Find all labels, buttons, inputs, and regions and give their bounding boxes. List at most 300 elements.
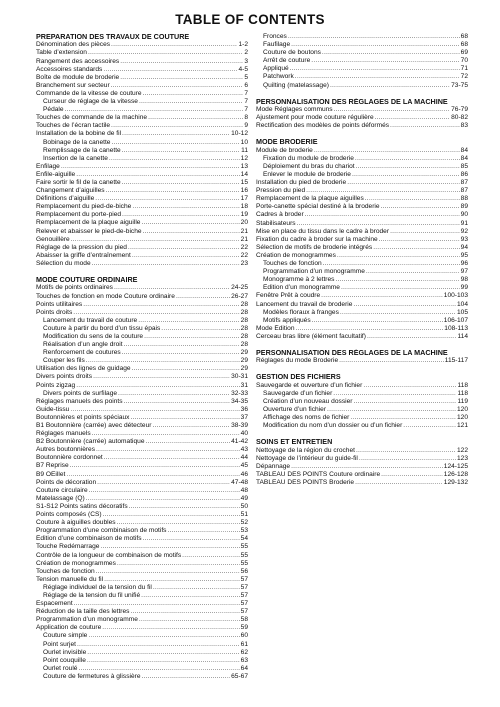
page-number: 57: [240, 591, 248, 599]
entry-label: Arrêt de couture: [263, 57, 311, 65]
page-number: 93: [460, 235, 468, 243]
entry-label: Remplacement de la plaque aiguille: [36, 219, 141, 227]
toc-entry[interactable]: [36, 74, 248, 82]
toc-subentry[interactable]: [256, 309, 468, 317]
page-number: 5: [244, 73, 248, 81]
page-number: 89: [460, 203, 468, 211]
toc-entry[interactable]: [36, 41, 248, 49]
page-number: 87: [460, 179, 468, 187]
toc-entry[interactable]: [256, 236, 468, 244]
page-number: 95: [460, 251, 468, 259]
dot-leader: [148, 114, 243, 122]
dot-leader: [97, 479, 230, 487]
dot-leader: [92, 260, 240, 268]
dot-leader: [73, 309, 239, 317]
toc-entry[interactable]: [36, 552, 248, 560]
entry-label: Branchement sur secteur: [36, 81, 110, 89]
page-number: 1-2: [238, 41, 248, 49]
entry-label: Module de broderie: [256, 146, 313, 154]
page-number: 83: [460, 122, 468, 130]
entry-label: Divers points de surfilage: [43, 389, 118, 397]
entry-label: Application de couture: [36, 624, 102, 632]
toc-entry[interactable]: [36, 179, 248, 187]
toc-entry[interactable]: [36, 568, 248, 576]
page-number: 71: [460, 65, 468, 73]
dot-leader: [167, 527, 239, 535]
page-number: 10-12: [231, 130, 248, 138]
toc-entry[interactable]: [36, 414, 248, 422]
entry-label: Matelassage (Q): [36, 494, 85, 502]
entry-label: Couture de fermetures à glissière: [43, 672, 141, 680]
toc-entry[interactable]: [36, 66, 248, 74]
entry-label: Points composés (CS): [36, 511, 102, 519]
page-number: 8: [244, 114, 248, 122]
entry-label: Sélection de motifs de broderie intégrés: [256, 243, 373, 251]
toc-entry[interactable]: [36, 519, 248, 527]
toc-entry[interactable]: [36, 576, 248, 584]
toc-subentry[interactable]: [36, 632, 248, 640]
toc-entry[interactable]: [36, 211, 248, 219]
toc-subentry[interactable]: [36, 325, 248, 333]
page-number: 7: [244, 106, 248, 114]
toc-entry[interactable]: [36, 252, 248, 260]
toc-entry[interactable]: [36, 82, 248, 90]
page-number: 48: [240, 486, 248, 494]
page-number: 69: [460, 49, 468, 57]
entry-label: Réglage individuel de la tension du fil: [43, 583, 152, 591]
toc-subentry[interactable]: [36, 106, 248, 114]
toc-subentry[interactable]: [256, 49, 468, 57]
dot-leader: [92, 430, 240, 438]
toc-subentry[interactable]: [256, 268, 468, 276]
toc-entry[interactable]: [256, 479, 468, 487]
toc-subentry[interactable]: [256, 171, 468, 179]
toc-entry[interactable]: [36, 293, 248, 301]
toc-entry[interactable]: [36, 301, 248, 309]
toc-entry[interactable]: [36, 511, 248, 519]
page-number: 54: [240, 535, 248, 543]
dot-leader: [334, 106, 451, 114]
entry-label: Touches de fonction en mode Couture ordinaire: [36, 292, 175, 300]
toc-entry[interactable]: [36, 446, 248, 454]
toc-entry[interactable]: [36, 236, 248, 244]
toc-entry[interactable]: [256, 325, 468, 333]
entry-label: Rangement des accessoires: [36, 57, 120, 65]
dot-leader: [141, 219, 239, 227]
toc-entry[interactable]: [36, 260, 248, 268]
entry-label: Patchwork: [263, 73, 294, 81]
toc-entry[interactable]: [256, 179, 468, 187]
dot-leader: [327, 406, 456, 414]
toc-subentry[interactable]: [36, 317, 248, 325]
toc-entry[interactable]: [36, 195, 248, 203]
page-number: 22: [240, 251, 248, 259]
page-number: 84: [460, 146, 468, 154]
toc-right-column: [256, 33, 468, 487]
dot-leader: [130, 608, 239, 616]
toc-subentry[interactable]: [256, 390, 468, 398]
toc-entry[interactable]: [36, 438, 248, 446]
dot-leader: [111, 122, 243, 130]
page-number: 88: [460, 195, 468, 203]
toc-entry[interactable]: [36, 244, 248, 252]
page-number: 98: [460, 276, 468, 284]
dot-leader: [129, 503, 240, 511]
toc-entry[interactable]: [256, 195, 468, 203]
dot-leader: [70, 406, 239, 414]
page-number: 65-67: [231, 672, 248, 680]
dot-leader: [356, 447, 456, 455]
entry-label: Modification du sens de la couture: [43, 332, 144, 340]
page-number: 55: [240, 551, 248, 559]
page-number: 34-35: [231, 397, 248, 405]
toc-entry[interactable]: [36, 600, 248, 608]
entry-label: Ajustement pour mode couture régulière: [256, 114, 374, 122]
dot-leader: [305, 211, 460, 219]
page-number: 96: [460, 260, 468, 268]
dot-leader: [77, 641, 240, 649]
entry-label: Couture de boutons: [263, 49, 321, 57]
page-number: 80-82: [451, 114, 468, 122]
toc-entry[interactable]: [36, 535, 248, 543]
dot-leader: [122, 130, 230, 138]
page-number: 55: [240, 559, 248, 567]
toc-entry[interactable]: [36, 90, 248, 98]
toc-subentry[interactable]: [36, 155, 248, 163]
page-number: 120: [456, 406, 468, 414]
page-number: 12: [240, 154, 248, 162]
page-number: 92: [460, 227, 468, 235]
page-number: 126-128: [443, 471, 468, 479]
toc-entry[interactable]: [36, 365, 248, 373]
page-number: 85: [460, 162, 468, 170]
toc-subentry[interactable]: [36, 665, 248, 673]
page-number: 121: [456, 422, 468, 430]
entry-label: Renforcement de coutures: [43, 349, 121, 357]
toc-subentry[interactable]: [256, 317, 468, 325]
entry-label: Couture circulaire: [36, 486, 88, 494]
page-number: 15: [240, 178, 248, 186]
dot-leader: [367, 333, 457, 341]
entry-label: Quilting (matelassage): [263, 81, 329, 89]
page-number: 104: [456, 300, 468, 308]
toc-subentry[interactable]: [256, 41, 468, 49]
toc-entry[interactable]: [36, 163, 248, 171]
toc-entry[interactable]: [36, 171, 248, 179]
toc-subentry[interactable]: [36, 649, 248, 657]
dot-leader: [339, 357, 444, 365]
dot-leader: [95, 195, 239, 203]
page-number: 68: [460, 41, 468, 49]
entry-label: Définitions d’aiguille: [36, 195, 95, 203]
dot-leader: [117, 560, 240, 568]
toc-entry[interactable]: [36, 543, 248, 551]
toc-entry[interactable]: [36, 616, 248, 624]
toc-entry[interactable]: [36, 479, 248, 487]
page-number: 56: [240, 567, 248, 575]
page-number: 84: [460, 154, 468, 162]
dot-leader: [70, 462, 240, 470]
page-number: 57: [240, 608, 248, 616]
page-number: 44: [240, 454, 248, 462]
dot-leader: [143, 228, 240, 236]
toc-entry[interactable]: [36, 114, 248, 122]
entry-label: Point surjet: [43, 640, 76, 648]
entry-label: Points de décoration: [36, 478, 97, 486]
page-number: 57: [240, 583, 248, 591]
toc-subentry[interactable]: [256, 155, 468, 163]
entry-label: Couture simple: [43, 632, 88, 640]
dot-leader: [341, 284, 460, 292]
page-number: 73-75: [451, 81, 468, 89]
toc-entry[interactable]: [36, 309, 248, 317]
toc-subentry[interactable]: [256, 65, 468, 73]
dot-leader: [100, 543, 239, 551]
page-number: 57: [240, 600, 248, 608]
toc-entry[interactable]: [36, 527, 248, 535]
entry-label: Autres boutonnières: [36, 446, 96, 454]
dot-leader: [122, 211, 240, 219]
toc-entry[interactable]: [36, 487, 248, 495]
dot-leader: [312, 317, 443, 325]
dot-leader: [379, 236, 460, 244]
toc-subentry[interactable]: [36, 584, 248, 592]
entry-label: Couture à aiguilles doubles: [36, 519, 116, 527]
dot-leader: [373, 244, 459, 252]
toc-entry[interactable]: [36, 624, 248, 632]
dot-leader: [335, 276, 459, 284]
dot-leader: [352, 171, 460, 179]
toc-entry[interactable]: [256, 382, 468, 390]
toc-subentry[interactable]: [36, 349, 248, 357]
toc-entry[interactable]: [36, 462, 248, 470]
toc-entry[interactable]: [256, 220, 468, 228]
toc-left-column: [36, 33, 248, 681]
toc-entry[interactable]: [36, 503, 248, 511]
toc-entry[interactable]: [36, 373, 248, 381]
toc-entry[interactable]: [36, 560, 248, 568]
entry-label: Enlever le module de broderie: [263, 171, 351, 178]
toc-entry[interactable]: [36, 471, 248, 479]
toc-subentry[interactable]: [36, 98, 248, 106]
toc-entry[interactable]: [36, 422, 248, 430]
entry-label: B2 Boutonnière (carrée) automatique: [36, 438, 145, 446]
entry-label: Cerceau bras libre (élément facultatif): [256, 332, 366, 340]
dot-leader: [76, 382, 239, 390]
toc-subentry[interactable]: [256, 398, 468, 406]
toc-subentry[interactable]: [36, 147, 248, 155]
toc-subentry[interactable]: [36, 341, 248, 349]
page-number: 43: [240, 446, 248, 454]
entry-label: Faire sortir le fil de la canette: [36, 178, 121, 186]
toc-entry[interactable]: [256, 228, 468, 236]
toc-entry[interactable]: [36, 398, 248, 406]
toc-entry[interactable]: [256, 106, 468, 114]
page-number: 118: [457, 389, 468, 397]
entry-label: Espacement: [36, 600, 73, 608]
dot-leader: [88, 632, 239, 640]
toc-entry[interactable]: [256, 147, 468, 155]
entry-label: Fixation du cadre à broder sur la machine: [256, 235, 378, 243]
entry-label: Remplacement de la plaque aiguilles: [256, 195, 364, 203]
entry-label: Remplacement du pied-de-biche: [36, 203, 132, 211]
page-number: 108-113: [444, 324, 468, 332]
toc-subentry[interactable]: [256, 414, 468, 422]
toc-entry[interactable]: [256, 455, 468, 463]
toc-subentry[interactable]: [36, 673, 248, 681]
toc-subentry[interactable]: [256, 284, 468, 292]
dot-leader: [381, 471, 443, 479]
entry-label: Insertion de la canette: [43, 154, 108, 162]
page-number: 19: [240, 211, 248, 219]
toc-entry[interactable]: [256, 301, 468, 309]
dot-leader: [366, 268, 460, 276]
entry-label: Enfile-aiguille: [36, 170, 76, 178]
entry-label: TABLEAU DES POINTS Broderie: [256, 479, 355, 487]
entry-label: Guide-tissu: [36, 405, 70, 413]
toc-subentry[interactable]: [36, 657, 248, 665]
toc-subentry[interactable]: [256, 276, 468, 284]
toc-entry[interactable]: [36, 122, 248, 130]
dot-leader: [88, 49, 243, 57]
toc-entry[interactable]: [36, 284, 248, 292]
dot-leader: [296, 325, 444, 333]
entry-label: Dénomination des pièces: [36, 41, 111, 49]
dot-leader: [153, 584, 240, 592]
dot-leader: [76, 171, 239, 179]
toc-entry[interactable]: [256, 471, 468, 479]
toc-entry[interactable]: [36, 495, 248, 503]
dot-leader: [333, 390, 456, 398]
page-number: 120: [456, 414, 468, 422]
toc-entry[interactable]: [36, 430, 248, 438]
page-number: 52: [240, 519, 248, 527]
toc-entry[interactable]: [256, 244, 468, 252]
toc-entry[interactable]: [36, 58, 248, 66]
dot-leader: [89, 487, 240, 495]
entry-label: Table d’extension: [36, 49, 87, 57]
entry-label: Ourlet invisible: [43, 648, 87, 656]
toc-entry[interactable]: [256, 447, 468, 455]
entry-label: Création de monogrammes: [36, 559, 116, 567]
page-number: 119: [457, 398, 468, 406]
dot-leader: [65, 106, 244, 114]
entry-label: Fenêtre Prêt à coudre: [256, 292, 321, 300]
toc-subentry[interactable]: [36, 641, 248, 649]
dot-leader: [103, 66, 237, 74]
page-number: 28: [240, 308, 248, 316]
toc-subentry[interactable]: [256, 163, 468, 171]
entry-label: Contrôle de la longueur de combinaison de motifs: [36, 551, 182, 559]
page-number: 38-39: [231, 422, 248, 429]
dot-leader: [106, 187, 240, 195]
toc-subentry[interactable]: [36, 592, 248, 600]
entry-label: Création d’un nouveau dossier: [263, 398, 353, 406]
toc-subentry[interactable]: [256, 33, 468, 41]
toc-subentry[interactable]: [256, 406, 468, 414]
page-number: 28: [240, 316, 248, 324]
page-number: 41-42: [231, 438, 248, 446]
dot-leader: [314, 147, 460, 155]
entry-label: Boîte de module de broderie: [36, 73, 120, 81]
toc-entry[interactable]: [36, 187, 248, 195]
toc-entry[interactable]: [256, 187, 468, 195]
page-number: 32-33: [231, 389, 248, 397]
toc-entry[interactable]: [256, 211, 468, 219]
page-number: 28: [240, 300, 248, 308]
dot-leader: [295, 73, 460, 81]
dot-leader: [365, 195, 460, 203]
toc-entry[interactable]: [256, 333, 468, 341]
toc-subentry[interactable]: [256, 73, 468, 81]
toc-entry[interactable]: [36, 130, 248, 138]
section-heading: MODE BRODERIE: [256, 138, 318, 147]
toc-subentry[interactable]: [36, 357, 248, 365]
toc-entry[interactable]: [256, 203, 468, 211]
page-number: 9: [244, 122, 248, 130]
toc-entry[interactable]: [256, 463, 468, 471]
toc-entry[interactable]: [36, 454, 248, 462]
toc-entry[interactable]: [36, 203, 248, 211]
entry-label: Touches de fonction: [263, 260, 322, 268]
page-number: 3: [244, 57, 248, 65]
dot-leader: [143, 535, 240, 543]
page-number: 118: [457, 381, 468, 389]
page-number: 49: [240, 494, 248, 502]
page-number: 37: [240, 413, 248, 421]
section-spacer: [256, 430, 468, 438]
toc-entry[interactable]: [256, 357, 468, 365]
toc-subentry[interactable]: [36, 139, 248, 147]
page-number: 68: [460, 33, 468, 40]
toc-entry[interactable]: [256, 114, 468, 122]
dot-leader: [355, 479, 443, 487]
section-spacer: [256, 365, 468, 373]
entry-label: Sélection du mode: [36, 259, 91, 267]
page-number: 99: [460, 284, 468, 292]
page-number: 105: [456, 308, 468, 316]
toc-subentry[interactable]: [256, 57, 468, 65]
entry-label: Touche Redémarrage: [36, 543, 100, 551]
dot-leader: [61, 163, 240, 171]
toc-subentry[interactable]: [36, 390, 248, 398]
entry-label: Ourlet roulé: [43, 664, 78, 672]
toc-subentry[interactable]: [256, 260, 468, 268]
toc-entry[interactable]: [256, 252, 468, 260]
toc-subentry[interactable]: [256, 422, 468, 430]
dot-leader: [78, 665, 239, 673]
toc-subentry[interactable]: [36, 333, 248, 341]
dot-leader: [111, 139, 239, 147]
toc-entry[interactable]: [36, 228, 248, 236]
page-number: 86: [460, 171, 468, 178]
section-heading: SOINS ET ENTRETIEN: [256, 438, 333, 447]
toc-entry[interactable]: [36, 608, 248, 616]
dot-leader: [403, 422, 456, 430]
toc-entry[interactable]: [256, 122, 468, 130]
section-spacer: [256, 341, 468, 349]
page-number: 59: [240, 624, 248, 632]
toc-entry[interactable]: [256, 292, 468, 300]
toc-entry[interactable]: [36, 382, 248, 390]
dot-leader: [144, 333, 240, 341]
toc-entry[interactable]: [36, 219, 248, 227]
toc-entry[interactable]: [36, 49, 248, 57]
toc-entry[interactable]: [36, 406, 248, 414]
toc-subentry[interactable]: [256, 82, 468, 90]
entry-label: Motifs appliqués: [263, 316, 311, 324]
page-number: 87: [460, 187, 468, 195]
